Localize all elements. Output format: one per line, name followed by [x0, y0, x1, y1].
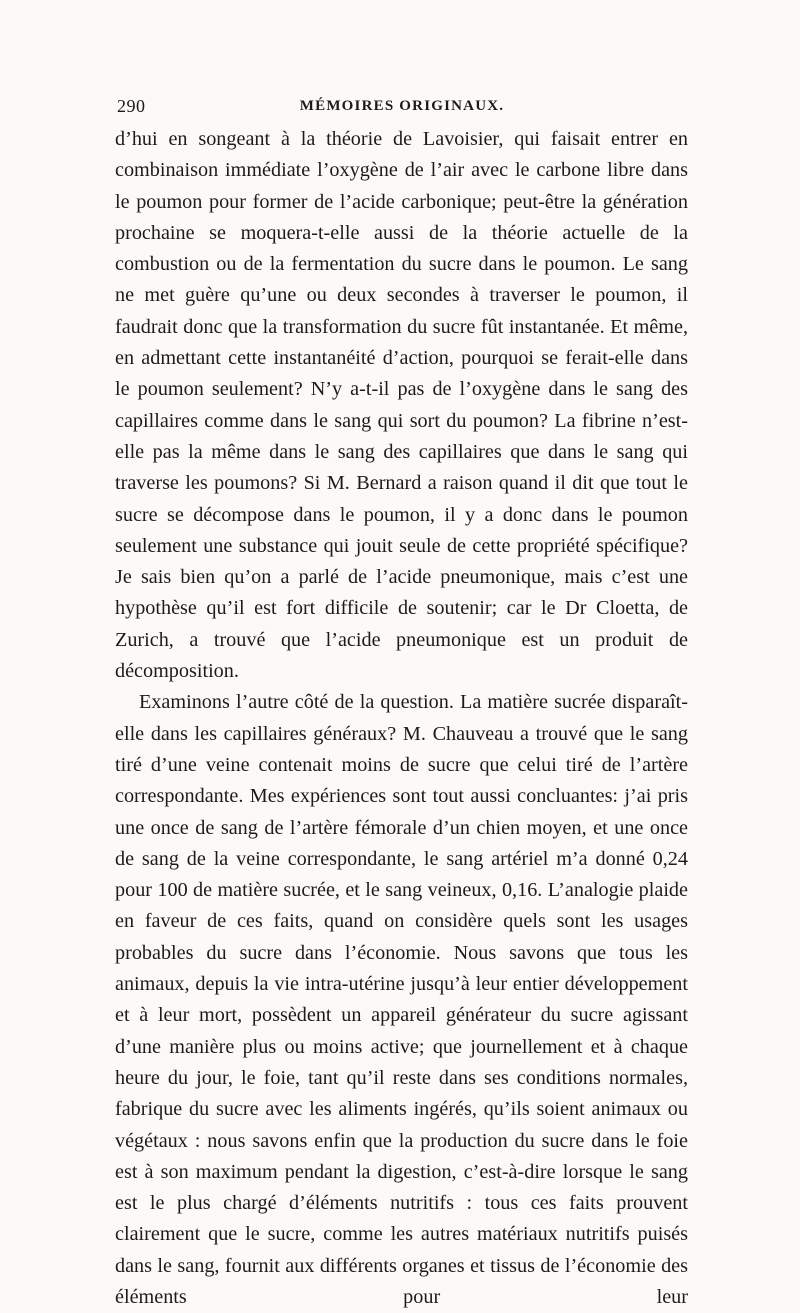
running-title: MÉMOIRES ORIGINAUX.: [299, 98, 505, 114]
page-header: [117, 96, 687, 120]
body-text: [115, 124, 688, 1313]
page-number: 290: [117, 96, 146, 116]
paragraph-examinons: Examinons l’autre côté de la question. La matière sucrée disparaît-elle dans les capillaires généraux? M. Chauveau a trouvé que le sang tiré d’une veine contenait moins de sucre que celui tiré de l’artère correspondante. Mes expériences sont tout aussi concluantes: j’ai pris une once de sang de l’artère fémorale d’un chien moyen, et une once de sang de la veine correspondante, le sang artériel m’a donné 0,24 pour 100 de matière sucrée, et le sang veineux, 0,16. L’analogie plaide en faveur de ces faits, quand on considère quels sont les usages probables du sucre dans l’économie. Nous savons que tous les animaux, depuis la vie intra-utérine jusqu’à leur entier développement et à leur mort, possèdent un appareil générateur du sucre agissant d’une manière plus ou moins active; que journellement et à chaque heure du jour, le foie, tant qu’il reste dans ses conditions normales, fabrique du sucre avec les aliments ingérés, qu’ils soient animaux ou végétaux : nous savons enfin que la production du sucre dans le foie est à son maximum pendant la digestion, c’est-à-dire lorsque le sang est le plus chargé d’éléments nutritifs : tous ces faits prouvent clairement que le sucre, comme les autres matériaux nutritifs puisés dans le sang, fournit aux différents organes et tissus de l’économie des éléments pour leur: [115, 691, 688, 1308]
paragraph-continued: d’hui en songeant à la théorie de Lavoisier, qui faisait entrer en combinaison immédiate l’oxygène de l’air avec le carbone libre dans le poumon pour former de l’acide carbonique; peut-être la génération prochaine se moquera-t-elle aussi de la théorie actuelle de la combustion ou de la fermentation du sucre dans le poumon. Le sang ne met guère qu’une ou deux secondes à traverser le poumon, il faudrait donc que la transformation du sucre fût instantanée. Et même, en admettant cette instantanéité d’action, pourquoi se ferait-elle dans le poumon seulement? N’y a-t-il pas de l’oxygène dans le sang des capillaires comme dans le sang qui sort du poumon? La fibrine n’est-elle pas la même dans le sang des capillaires que dans le sang qui traverse les poumons? Si M. Bernard a raison quand il dit que tout le sucre se décompose dans le poumon, il y a donc dans le poumon seulement une substance qui jouit seule de cette propriété spécifique? Je sais bien qu’on a parlé de l’acide pneumonique, mais c’est une hypothèse qu’il est fort difficile de soutenir; car le Dr Cloetta, de Zurich, a trouvé que l’acide pneumonique est un produit de décomposition.: [115, 128, 688, 683]
